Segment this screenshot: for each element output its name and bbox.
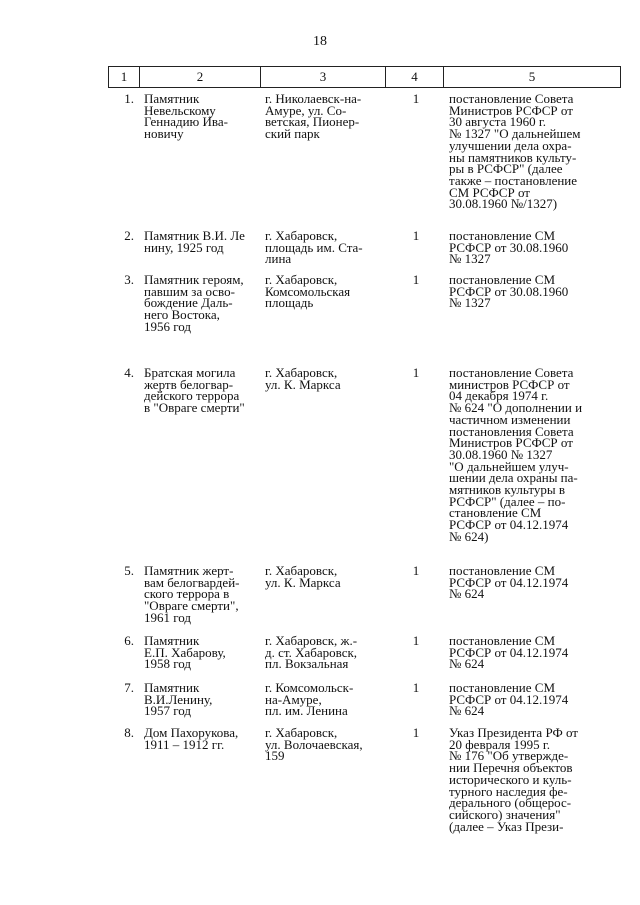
monument-category: 1 <box>412 633 420 648</box>
monument-name: Дом Пахорукова, 1911 – 1912 гг. <box>144 725 239 752</box>
monument-address: г. Хабаровск, ул. Волочаевская, 159 <box>265 725 363 764</box>
row-number: 1. <box>124 91 134 106</box>
row-number: 4. <box>124 365 134 380</box>
monument-address: г. Хабаровск, ул. К. Маркса <box>265 365 341 392</box>
monument-name: Памятник Е.П. Хабарову, 1958 год <box>144 633 226 672</box>
monument-address: г. Хабаровск, площадь им. Ста- лина <box>265 228 363 267</box>
monument-address: г. Хабаровск, Комсомольская площадь <box>265 272 351 311</box>
row-number: 2. <box>124 228 134 243</box>
monument-category: 1 <box>412 725 420 740</box>
row-number: 3. <box>124 272 134 287</box>
monument-category: 1 <box>412 680 420 695</box>
monument-category: 1 <box>412 365 420 380</box>
legal-document: постановление СМ РСФСР от 04.12.1974 № 624 <box>449 633 569 672</box>
monument-name: Братская могила жертв белогвар- дейского террора в "Овраге смерти" <box>144 365 245 416</box>
page-number: 18 <box>313 34 327 49</box>
monument-name: Памятник жерт- вам белогвардей- ского террора в "Овраге смерти", 1961 год <box>144 563 240 625</box>
monument-category: 1 <box>412 91 420 106</box>
legal-document: постановление Совета Министров РСФСР от 30 августа 1960 г. № 1327 "О дальнейшем улучшении дела охра- ны памятников культу- ры в РСФСР" (далее также – постановление СМ РСФСР от 30.08.1960 №/1327) <box>449 91 581 212</box>
monument-address: г. Комсомольск- на-Амуре, пл. им. Ленина <box>265 680 354 719</box>
monument-address: г. Хабаровск, ул. К. Маркса <box>265 563 341 590</box>
row-number: 6. <box>124 633 134 648</box>
monument-category: 1 <box>412 563 420 578</box>
monument-address: г. Хабаровск, ж.- д. ст. Хабаровск, пл. Вокзальная <box>265 633 358 672</box>
monument-name: Памятник В.И.Ленину, 1957 год <box>144 680 213 719</box>
header-col-1: 1 <box>109 67 140 88</box>
monument-name: Памятник В.И. Ле нину, 1925 год <box>144 228 245 255</box>
monument-name: Памятник героям, павшим за осво- бождение Даль- него Востока, 1956 год <box>144 272 244 334</box>
header-col-3: 3 <box>261 67 386 88</box>
legal-document: постановление СМ РСФСР от 04.12.1974 № 624 <box>449 680 569 719</box>
column-number-header <box>108 66 621 88</box>
monument-category: 1 <box>412 228 420 243</box>
header-col-5: 5 <box>444 67 621 88</box>
row-number: 7. <box>124 680 134 695</box>
header-col-4: 4 <box>386 67 444 88</box>
header-col-2: 2 <box>140 67 261 88</box>
legal-document: постановление СМ РСФСР от 30.08.1960 № 1327 <box>449 228 569 267</box>
row-number: 8. <box>124 725 134 740</box>
legal-document: постановление Совета министров РСФСР от 04 декабря 1974 г. № 624 "О дополнении и частичном изменении постановления Совета Министров РСФСР от 30.08.1960 № 1327 "О дальнейшем улуч- шении дела охраны па- мятников культуры в РСФСР" (далее – по- становление СМ РСФСР от 04.12.1974 № 624) <box>449 365 583 544</box>
legal-document: Указ Президента РФ от 20 февраля 1995 г. № 176 "Об утвержде- нии Перечня объектов исторического и куль- турного наследия фе- дерального (общерос- сийского) значения" (далее – Указ Прези- <box>449 725 578 834</box>
legal-document: постановление СМ РСФСР от 30.08.1960 № 1327 <box>449 272 569 311</box>
monument-name: Памятник Невельскому Геннадию Ива- новичу <box>144 91 228 142</box>
monument-address: г. Николаевск-на- Амуре, ул. Со- ветская, Пионер- ский парк <box>265 91 362 142</box>
row-number: 5. <box>124 563 134 578</box>
monument-category: 1 <box>412 272 420 287</box>
legal-document: постановление СМ РСФСР от 04.12.1974 № 624 <box>449 563 569 602</box>
